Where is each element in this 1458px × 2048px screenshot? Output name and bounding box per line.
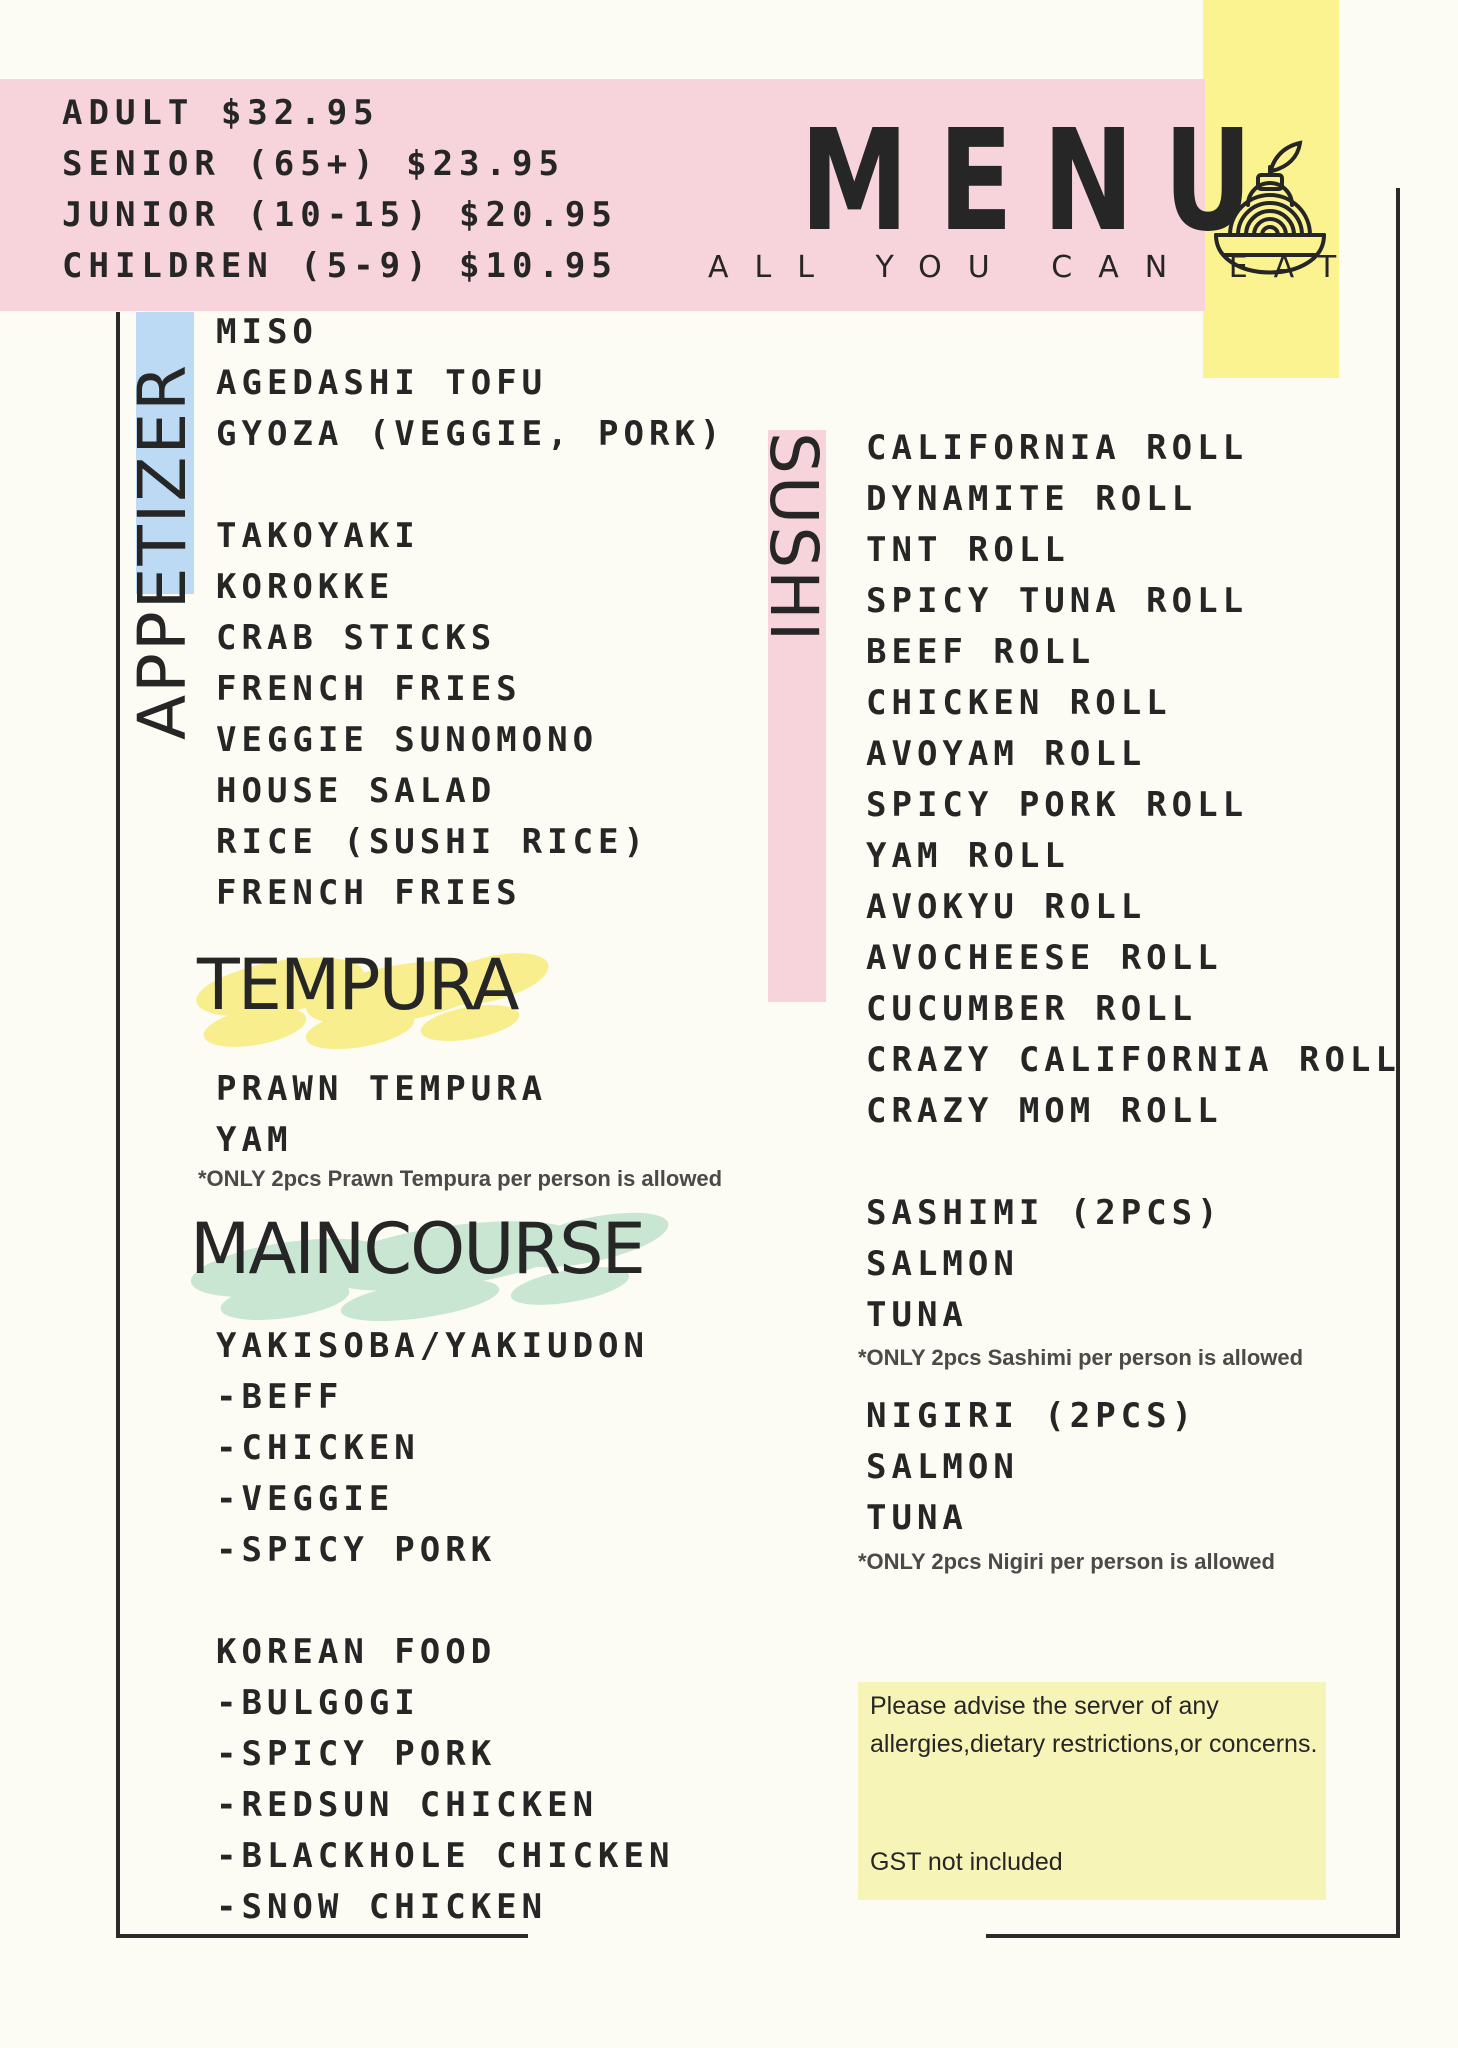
list-item: AVOYAM ROLL bbox=[866, 734, 1147, 774]
list-item: -BULGOGI bbox=[216, 1683, 420, 1723]
list-item: PRAWN TEMPURA bbox=[216, 1069, 548, 1109]
list-item: TNT ROLL bbox=[866, 530, 1070, 570]
tempura-heading: TEMPURA bbox=[197, 944, 518, 1026]
list-item: -SPICY PORK bbox=[216, 1530, 497, 1570]
list-item: -VEGGIE bbox=[216, 1479, 395, 1519]
list-item: -REDSUN CHICKEN bbox=[216, 1785, 599, 1825]
list-item: VEGGIE SUNOMONO bbox=[216, 720, 599, 760]
list-item: RICE (SUSHI RICE) bbox=[216, 822, 649, 862]
frame-line-left bbox=[116, 312, 120, 1938]
nigiri-note: *ONLY 2pcs Nigiri per person is allowed bbox=[858, 1549, 1275, 1574]
list-item: BEEF ROLL bbox=[866, 632, 1096, 672]
tempura-note: *ONLY 2pcs Prawn Tempura per person is allowed bbox=[198, 1166, 723, 1191]
advisory-box bbox=[858, 1682, 1326, 1900]
list-item: CRAB STICKS bbox=[216, 618, 497, 658]
list-item: YAM bbox=[216, 1120, 293, 1160]
list-item: FRENCH FRIES bbox=[216, 669, 522, 709]
list-item: TAKOYAKI bbox=[216, 516, 420, 556]
list-item: CRAZY CALIFORNIA ROLL bbox=[866, 1040, 1401, 1080]
list-item: DYNAMITE ROLL bbox=[866, 479, 1198, 519]
list-item: SPICY TUNA ROLL bbox=[866, 581, 1249, 621]
list-item: -CHICKEN bbox=[216, 1428, 420, 1468]
noodle-bowl-icon bbox=[1210, 135, 1330, 315]
list-item: KOROKKE bbox=[216, 567, 395, 607]
list-item: AVOKYU ROLL bbox=[866, 887, 1147, 927]
list-item: -SNOW CHICKEN bbox=[216, 1887, 548, 1927]
list-item: YAM ROLL bbox=[866, 836, 1070, 876]
list-item: AVOCHEESE ROLL bbox=[866, 938, 1223, 978]
list-item: SASHIMI (2PCS) bbox=[866, 1193, 1223, 1233]
list-item: CHICKEN ROLL bbox=[866, 683, 1172, 723]
list-item: YAKISOBA/YAKIUDON bbox=[216, 1326, 649, 1366]
list-item: AGEDASHI TOFU bbox=[216, 363, 548, 403]
frame-line-bottom-right bbox=[986, 1934, 1400, 1938]
advisory-line-2: allergies,dietary restrictions,or concerns. bbox=[870, 1730, 1318, 1758]
list-item: HOUSE SALAD bbox=[216, 771, 497, 811]
list-item: TUNA bbox=[866, 1498, 968, 1538]
sashimi-note: *ONLY 2pcs Sashimi per person is allowed bbox=[858, 1345, 1304, 1370]
list-item: MISO bbox=[216, 312, 318, 352]
list-item: NIGIRI (2PCS) bbox=[866, 1396, 1198, 1436]
sushi-heading: SUSHI bbox=[755, 432, 832, 644]
list-item: FRENCH FRIES bbox=[216, 873, 522, 913]
list-item: -BEFF bbox=[216, 1377, 344, 1417]
list-item: KOREAN FOOD bbox=[216, 1632, 497, 1672]
appetizer-heading: APPETIZER bbox=[124, 362, 201, 740]
list-item: -SPICY PORK bbox=[216, 1734, 497, 1774]
advisory-line-1: Please advise the server of any bbox=[870, 1692, 1219, 1720]
list-item: SALMON bbox=[866, 1244, 1019, 1284]
price-senior: SENIOR (65+) $23.95 bbox=[62, 144, 565, 184]
gst-note: GST not included bbox=[870, 1848, 1063, 1876]
list-item: -BLACKHOLE CHICKEN bbox=[216, 1836, 675, 1876]
price-junior: JUNIOR (10-15) $20.95 bbox=[62, 195, 618, 235]
list-item: GYOZA (VEGGIE, PORK) bbox=[216, 414, 726, 454]
price-children: CHILDREN (5-9) $10.95 bbox=[62, 246, 618, 286]
list-item: CALIFORNIA ROLL bbox=[866, 428, 1249, 468]
list-item: SPICY PORK ROLL bbox=[866, 785, 1249, 825]
list-item: CRAZY MOM ROLL bbox=[866, 1091, 1223, 1131]
list-item: SALMON bbox=[866, 1447, 1019, 1487]
menu-subtitle: ALL YOU CAN EAT bbox=[708, 250, 1363, 285]
frame-line-bottom-left bbox=[116, 1934, 528, 1938]
list-item: TUNA bbox=[866, 1295, 968, 1335]
maincourse-heading: MAINCOURSE bbox=[190, 1208, 644, 1290]
menu-title: MENU bbox=[800, 100, 1282, 263]
list-item: CUCUMBER ROLL bbox=[866, 989, 1198, 1029]
price-adult: ADULT $32.95 bbox=[62, 93, 380, 133]
